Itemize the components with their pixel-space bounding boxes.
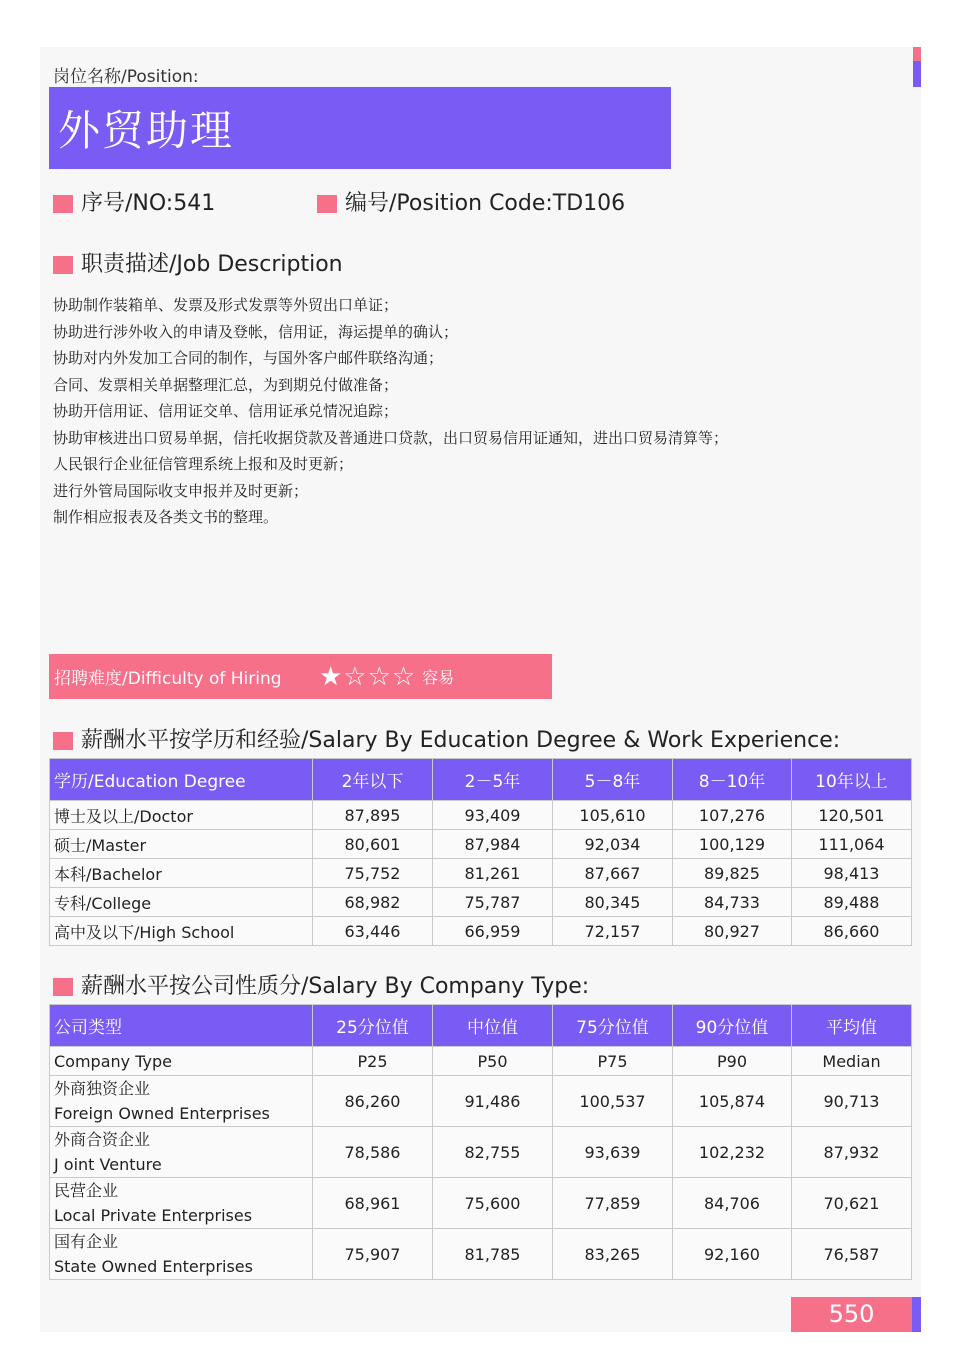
table-cell: 81,785 bbox=[433, 1229, 553, 1280]
star-rating-icon: ★☆☆☆ bbox=[319, 661, 417, 692]
table-cell: 98,413 bbox=[792, 859, 912, 888]
company-type-cn: 外商合资企业 bbox=[54, 1130, 151, 1149]
table-cell: 博士及以上/Doctor bbox=[50, 801, 313, 830]
table-cell: P90 bbox=[673, 1047, 792, 1076]
duty-line: 合同、发票相关单据整理汇总，为到期兑付做准备； bbox=[53, 375, 399, 394]
table-cell: 70,621 bbox=[792, 1178, 912, 1229]
table-cell: 86,260 bbox=[313, 1076, 433, 1127]
duty-line: 协助制作装箱单、发票及形式发票等外贸出口单证； bbox=[53, 296, 399, 314]
table-cell: 93,409 bbox=[433, 801, 553, 830]
table-cell: 87,932 bbox=[792, 1127, 912, 1178]
table-cell: 83,265 bbox=[553, 1229, 673, 1280]
page-number: 550 bbox=[828, 1300, 875, 1328]
table-row bbox=[50, 830, 912, 859]
duty-line: 进行外管局国际收支申报并及时更新； bbox=[53, 481, 309, 500]
table-row bbox=[50, 917, 912, 946]
column-header: 公司类型 bbox=[50, 1005, 313, 1047]
table-cell: 90,713 bbox=[792, 1076, 912, 1127]
table-cell: 91,486 bbox=[433, 1076, 553, 1127]
table-cell: 93,639 bbox=[553, 1127, 673, 1178]
table-cell: 75,787 bbox=[433, 888, 553, 917]
column-header: 学历/Education Degree bbox=[50, 759, 313, 801]
table-cell: 80,345 bbox=[553, 888, 673, 917]
company-type-en: Local Private Enterprises bbox=[54, 1206, 253, 1225]
company-type-cn: 民营企业 bbox=[54, 1181, 119, 1200]
table-cell: 111,064 bbox=[792, 830, 912, 859]
column-header: 中位值 bbox=[433, 1005, 553, 1047]
edu-salary-heading-text: 薪酬水平按学历和经验/Salary By Education Degree & Work Experience: bbox=[81, 728, 841, 753]
page-number-accent bbox=[912, 1297, 921, 1332]
table-cell: 89,488 bbox=[792, 888, 912, 917]
table-cell: 82,755 bbox=[433, 1127, 553, 1178]
table-cell: 100,537 bbox=[553, 1076, 673, 1127]
company-type-en: J oint Venture bbox=[54, 1155, 162, 1174]
table-cell: 89,825 bbox=[673, 859, 792, 888]
accent-bar-purple bbox=[913, 61, 921, 87]
table-cell: 75,752 bbox=[313, 859, 433, 888]
table-cell: 80,601 bbox=[313, 830, 433, 859]
table-cell: 硕士/Master bbox=[50, 830, 313, 859]
table-cell: P25 bbox=[313, 1047, 433, 1076]
table-cell bbox=[50, 1178, 313, 1229]
position-number bbox=[53, 186, 215, 217]
column-header: 8－10年 bbox=[673, 759, 792, 801]
column-header: 75分位值 bbox=[553, 1005, 673, 1047]
position-title: 外贸助理 bbox=[58, 106, 235, 155]
table-cell: 87,667 bbox=[553, 859, 673, 888]
position-code-text: 编号/Position Code:TD106 bbox=[345, 191, 626, 216]
table-row bbox=[50, 1076, 912, 1127]
column-header: 2－5年 bbox=[433, 759, 553, 801]
table-cell: 100,129 bbox=[673, 830, 792, 859]
duty-line: 协助开信用证、信用证交单、信用证承兑情况追踪； bbox=[53, 402, 399, 420]
table-cell: 78,586 bbox=[313, 1127, 433, 1178]
table-cell: 66,959 bbox=[433, 917, 553, 946]
table-cell: Company Type bbox=[50, 1047, 313, 1076]
table-cell: 本科/Bachelor bbox=[50, 859, 313, 888]
table-header-row bbox=[50, 759, 912, 801]
hiring-difficulty-text: 容易 bbox=[422, 668, 455, 687]
table-cell: 102,232 bbox=[673, 1127, 792, 1178]
table-cell: 80,927 bbox=[673, 917, 792, 946]
duty-line: 协助审核进出口贸易单据，信托收据贷款及普通进口贷款，出口贸易信用证通知，进出口贸易清算等； bbox=[53, 428, 729, 447]
table-cell: P50 bbox=[433, 1047, 553, 1076]
hiring-difficulty-label: 招聘难度/Difficulty of Hiring bbox=[54, 669, 282, 689]
position-label: 岗位名称/Position: bbox=[53, 67, 199, 87]
column-header: 2年以下 bbox=[313, 759, 433, 801]
table-cell: 120,501 bbox=[792, 801, 912, 830]
column-header: 90分位值 bbox=[673, 1005, 792, 1047]
table-cell: 81,261 bbox=[433, 859, 553, 888]
table-cell: 75,600 bbox=[433, 1178, 553, 1229]
edu-salary-heading bbox=[53, 723, 840, 754]
table-cell: 92,160 bbox=[673, 1229, 792, 1280]
company-type-en: Foreign Owned Enterprises bbox=[54, 1104, 270, 1123]
table-cell: 68,982 bbox=[313, 888, 433, 917]
duty-line: 协助对内外发加工合同的制作，与国外客户邮件联络沟通； bbox=[53, 349, 444, 367]
table-row bbox=[50, 1127, 912, 1178]
accent-bar-pink bbox=[913, 47, 921, 61]
table-cell: 76,587 bbox=[792, 1229, 912, 1280]
column-header: 平均值 bbox=[792, 1005, 912, 1047]
hiring-difficulty-bar bbox=[49, 654, 552, 699]
table-cell: 92,034 bbox=[553, 830, 673, 859]
position-number-text: 序号/NO:541 bbox=[81, 191, 216, 216]
company-type-cn: 国有企业 bbox=[54, 1232, 119, 1251]
column-header: 25分位值 bbox=[313, 1005, 433, 1047]
table-row bbox=[50, 801, 912, 830]
job-description-heading-text: 职责描述/Job Description bbox=[81, 252, 343, 277]
job-description bbox=[53, 292, 728, 531]
job-description-heading bbox=[53, 247, 343, 278]
company-salary-heading bbox=[53, 969, 589, 1000]
bullet-square-icon bbox=[53, 195, 73, 213]
bullet-square-icon bbox=[53, 256, 73, 274]
table-cell: 高中及以下/High School bbox=[50, 917, 313, 946]
company-salary-table bbox=[49, 1004, 912, 1280]
table-cell: 63,446 bbox=[313, 917, 433, 946]
company-type-cn: 外商独资企业 bbox=[54, 1079, 151, 1098]
duty-line: 协助进行涉外收入的申请及登帐，信用证，海运提单的确认； bbox=[53, 322, 459, 341]
table-cell: Median bbox=[792, 1047, 912, 1076]
table-row bbox=[50, 1229, 912, 1280]
table-cell: 105,610 bbox=[553, 801, 673, 830]
table-row bbox=[50, 1178, 912, 1229]
table-cell: 87,895 bbox=[313, 801, 433, 830]
table-cell: 68,961 bbox=[313, 1178, 433, 1229]
column-header: 10年以上 bbox=[792, 759, 912, 801]
table-cell bbox=[50, 1076, 313, 1127]
table-header-row bbox=[50, 1005, 912, 1047]
table-cell: 86,660 bbox=[792, 917, 912, 946]
duty-line: 人民银行企业征信管理系统上报和及时更新； bbox=[53, 455, 354, 473]
table-cell: 84,706 bbox=[673, 1178, 792, 1229]
table-cell: 75,907 bbox=[313, 1229, 433, 1280]
bullet-square-icon bbox=[317, 195, 337, 213]
table-row bbox=[50, 859, 912, 888]
table-cell: 87,984 bbox=[433, 830, 553, 859]
table-cell: 84,733 bbox=[673, 888, 792, 917]
position-code bbox=[317, 186, 625, 217]
table-cell: 72,157 bbox=[553, 917, 673, 946]
table-cell: 105,874 bbox=[673, 1076, 792, 1127]
table-cell: P75 bbox=[553, 1047, 673, 1076]
table-subheader-row bbox=[50, 1047, 912, 1076]
edu-salary-table bbox=[49, 758, 912, 946]
bullet-square-icon bbox=[53, 732, 73, 750]
table-cell: 专科/College bbox=[50, 888, 313, 917]
duty-line: 制作相应报表及各类文书的整理。 bbox=[53, 508, 279, 526]
company-type-en: State Owned Enterprises bbox=[54, 1257, 253, 1276]
column-header: 5－8年 bbox=[553, 759, 673, 801]
table-cell bbox=[50, 1127, 313, 1178]
table-cell: 107,276 bbox=[673, 801, 792, 830]
table-cell: 77,859 bbox=[553, 1178, 673, 1229]
table-row bbox=[50, 888, 912, 917]
company-salary-heading-text: 薪酬水平按公司性质分/Salary By Company Type: bbox=[81, 974, 590, 999]
bullet-square-icon bbox=[53, 978, 73, 996]
table-cell bbox=[50, 1229, 313, 1280]
